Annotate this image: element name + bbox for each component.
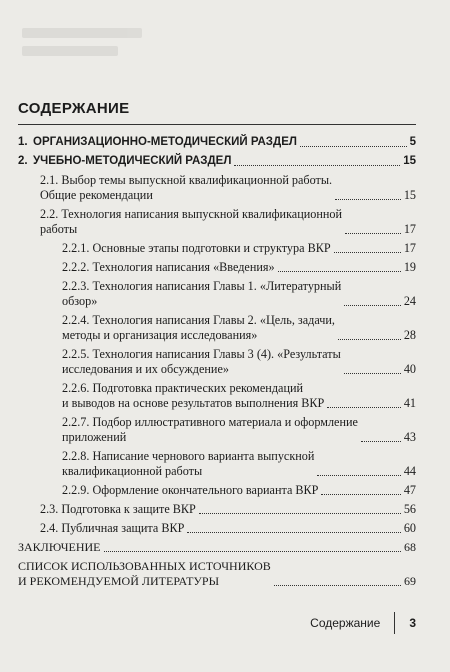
toc-entry-page: 43 bbox=[403, 430, 416, 444]
dot-leader bbox=[321, 494, 400, 495]
toc-entry-text: 2.3. Подготовка к защите ВКР bbox=[40, 502, 196, 516]
toc-entry-title bbox=[62, 347, 341, 377]
toc-entry-title bbox=[40, 173, 332, 203]
dot-leader bbox=[187, 532, 400, 533]
toc-entry bbox=[18, 154, 416, 169]
toc-entry-title bbox=[40, 521, 184, 536]
toc-entry-title bbox=[18, 135, 297, 150]
toc-entry-page: 28 bbox=[403, 328, 416, 342]
toc-entry bbox=[18, 207, 416, 237]
toc-entry-text: 2.4. Публичная защита ВКР bbox=[40, 521, 185, 535]
dot-leader bbox=[300, 146, 407, 147]
dot-leader bbox=[345, 233, 401, 234]
toc-entry-page: 40 bbox=[403, 362, 416, 376]
toc-entry-page: 47 bbox=[403, 483, 416, 497]
toc-entry bbox=[18, 415, 416, 445]
dot-leader bbox=[344, 305, 401, 306]
toc-entry-title bbox=[62, 313, 335, 343]
dot-leader bbox=[234, 165, 400, 166]
dot-leader bbox=[274, 585, 401, 586]
toc-entry bbox=[18, 173, 416, 203]
toc-entry bbox=[18, 260, 416, 275]
toc-entry bbox=[18, 381, 416, 411]
toc-entry-page: 17 bbox=[403, 222, 416, 236]
toc-entry-text: 2.2.8. Написание чернового варианта выпускной квалификационной работы bbox=[62, 449, 315, 478]
toc-entry-text: УЧЕБНО-МЕТОДИЧЕСКИЙ РАЗДЕЛ bbox=[33, 155, 232, 167]
toc-entry-text: СПИСОК ИСПОЛЬЗОВАННЫХ ИСТОЧНИКОВ И РЕКОМЕНДУЕМОЙ ЛИТЕРАТУРЫ bbox=[18, 559, 271, 588]
toc-entry-text: 2.2.1. Основные этапы подготовки и структура ВКР bbox=[62, 241, 331, 255]
toc-title: СОДЕРЖАНИЕ bbox=[18, 100, 130, 117]
bleed-through-text bbox=[22, 28, 142, 88]
toc-entry-title bbox=[62, 260, 275, 275]
toc-entry bbox=[18, 540, 416, 555]
toc-entry bbox=[18, 559, 416, 589]
toc-entry bbox=[18, 449, 416, 479]
toc-entry-page: 41 bbox=[403, 396, 416, 410]
toc-entry bbox=[18, 347, 416, 377]
toc-entry bbox=[18, 135, 416, 150]
toc-entry-title bbox=[62, 449, 314, 479]
toc-entry-page: 69 bbox=[404, 574, 416, 588]
toc-entry bbox=[18, 241, 416, 256]
toc-entry-title bbox=[40, 502, 196, 517]
toc-entry bbox=[18, 313, 416, 343]
dot-leader bbox=[104, 551, 402, 552]
toc-entry-page: 15 bbox=[403, 188, 416, 202]
toc-entry-text: 2.2.5. Технология написания Главы 3 (4). «Результаты исследования и их обсуждение» bbox=[62, 347, 341, 376]
toc-entry-title bbox=[18, 540, 101, 555]
dot-leader bbox=[278, 271, 401, 272]
toc-entry-text: 2.2.6. Подготовка практических рекомендаций и выводов на основе результатов выполнения ВКР bbox=[62, 381, 325, 410]
toc-entry-title bbox=[62, 381, 324, 411]
toc-entry bbox=[18, 483, 416, 498]
toc-entry bbox=[18, 279, 416, 309]
toc-entry-page: 24 bbox=[403, 294, 416, 308]
toc-entry-page: 19 bbox=[403, 260, 416, 274]
dot-leader bbox=[327, 407, 401, 408]
toc-entry-text: 2.2.3. Технология написания Главы 1. «Литературный обзор» bbox=[62, 279, 342, 308]
toc-entry bbox=[18, 502, 416, 517]
footer-divider bbox=[394, 612, 395, 634]
toc-entry-title bbox=[40, 207, 342, 237]
toc-entry-page: 44 bbox=[403, 464, 416, 478]
page-number: 3 bbox=[409, 616, 416, 630]
toc-entry-page: 68 bbox=[404, 540, 416, 554]
toc-entry-number: 2. bbox=[18, 155, 28, 167]
dot-leader bbox=[338, 339, 401, 340]
toc-entry-text: 2.2. Технология написания выпускной квалификационной работы bbox=[40, 207, 343, 236]
toc-entry-title bbox=[62, 279, 341, 309]
toc-entry-title bbox=[62, 415, 358, 445]
toc-entry-title bbox=[18, 154, 231, 169]
toc-entry-text: ЗАКЛЮЧЕНИЕ bbox=[18, 540, 101, 554]
dot-leader bbox=[317, 475, 400, 476]
dot-leader bbox=[361, 441, 401, 442]
dot-leader bbox=[199, 513, 401, 514]
toc-entry-number: 1. bbox=[18, 136, 28, 148]
toc-entry bbox=[18, 521, 416, 536]
footer-section-name: Содержание bbox=[310, 616, 381, 630]
toc-entry-text: ОРГАНИЗАЦИОННО-МЕТОДИЧЕСКИЙ РАЗДЕЛ bbox=[33, 136, 297, 148]
toc-entry-text: 2.2.2. Технология написания «Введения» bbox=[62, 260, 275, 274]
toc-entry-text: 2.2.9. Оформление окончательного варианта ВКР bbox=[62, 483, 319, 497]
toc-entry-page: 15 bbox=[403, 155, 416, 167]
toc-entry-title bbox=[18, 559, 271, 589]
toc-entry-page: 60 bbox=[403, 521, 416, 535]
dot-leader bbox=[334, 252, 401, 253]
toc-entry-page: 5 bbox=[409, 136, 416, 148]
toc-entry-title bbox=[62, 483, 318, 498]
dot-leader bbox=[344, 373, 401, 374]
dot-leader bbox=[335, 199, 401, 200]
title-underline bbox=[18, 124, 416, 125]
page-footer bbox=[310, 612, 416, 634]
toc-entry-page: 17 bbox=[403, 241, 416, 255]
toc-entry-page: 56 bbox=[403, 502, 416, 516]
table-of-contents bbox=[18, 135, 416, 589]
toc-entry-text: 2.2.4. Технология написания Главы 2. «Цель, задачи, методы и организация исследования» bbox=[62, 313, 335, 342]
toc-entry-text: 2.1. Выбор темы выпускной квалификационной работы. Общие рекомендации bbox=[40, 173, 333, 202]
toc-entry-title bbox=[62, 241, 331, 256]
toc-entry-text: 2.2.7. Подбор иллюстративного материала и оформление приложений bbox=[62, 415, 358, 444]
